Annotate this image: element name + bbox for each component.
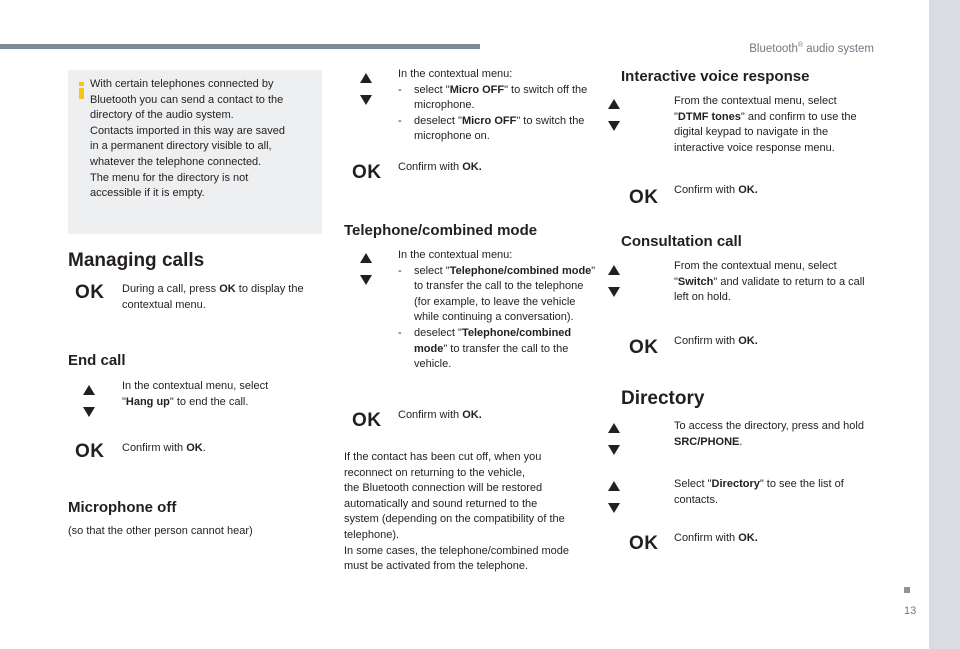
ivr-step: From the contextual menu, select "DTMF tones" and confirm to use the digital keypad to navigate in the interactive voice response menu. xyxy=(674,95,857,154)
page-header-title: Bluetooth® audio system xyxy=(749,42,874,55)
up-down-arrows-icon xyxy=(607,423,621,459)
telephone-mode-text: In the contextual menu: - select "Telephone/combined mode" to transfer the call to the telephone (for example, to leave the vehicle while continuing a conversation). - deselect "Telephone/combined mode" to transfer the call to the vehicle. xyxy=(398,249,596,371)
directory-step-2: Select "Directory" to see the list of contacts. xyxy=(674,478,844,506)
ok-button-icon: OK xyxy=(629,337,659,358)
consultation-title: Consultation call xyxy=(621,233,742,250)
up-down-arrows-icon xyxy=(607,481,621,517)
directory-title: Directory xyxy=(621,388,705,409)
end-call-confirm: Confirm with OK. xyxy=(122,442,206,454)
ivr-title: Interactive voice response xyxy=(621,68,810,85)
ok-button-icon: OK xyxy=(629,187,659,208)
ok-button-icon: OK xyxy=(75,441,105,462)
up-down-arrows-icon xyxy=(607,265,621,301)
ivr-confirm: Confirm with OK. xyxy=(674,184,758,196)
end-call-title: End call xyxy=(68,352,126,369)
ok-button-icon: OK xyxy=(352,410,382,431)
page-marker xyxy=(904,587,910,593)
up-down-arrows-icon xyxy=(359,253,373,289)
telephone-mode-title: Telephone/combined mode xyxy=(344,222,538,239)
managing-calls-title: Managing calls xyxy=(68,250,205,271)
directory-step-1: To access the directory, press and hold SRC/PHONE. xyxy=(674,420,864,448)
microphone-off-text: (so that the other person cannot hear) xyxy=(68,525,253,537)
micro-menu-text: In the contextual menu: - select "Micro OFF" to switch off the microphone. - deselect "Micro OFF" to switch the microphone on. xyxy=(398,68,588,143)
page-number: 13 xyxy=(904,605,917,617)
ok-button-icon: OK xyxy=(352,162,382,183)
up-down-arrows-icon xyxy=(607,99,621,135)
directory-confirm: Confirm with OK. xyxy=(674,532,758,544)
consultation-confirm: Confirm with OK. xyxy=(674,335,758,347)
end-call-step: In the contextual menu, select "Hang up" to end the call. xyxy=(122,380,269,408)
up-down-arrows-icon xyxy=(82,385,96,421)
info-note-text: With certain telephones connected by Bluetooth you can send a contact to the directory of the audio system. Contacts imported in this way are saved in a permanent directory visible to all, whatever the telephone connected. The menu for the directory is not accessible if it is empty. xyxy=(90,78,286,200)
ok-button-icon: OK xyxy=(629,533,659,554)
telephone-mode-note: If the contact has been cut off, when you reconnect on returning to the vehicle, the Bluetooth connection will be restored automatically and sound returned to the system (depending on the compatibility of the telephone). In some cases, the telephone/combined mode must be activated from the telephone. xyxy=(344,451,570,573)
managing-calls-text: During a call, press OK to display the contextual menu. xyxy=(122,283,304,311)
up-down-arrows-icon xyxy=(359,73,373,109)
header-rule xyxy=(0,44,480,49)
microphone-off-title: Microphone off xyxy=(68,499,177,516)
consultation-step: From the contextual menu, select "Switch" and validate to return to a call left on hold. xyxy=(674,260,865,304)
ok-button-icon: OK xyxy=(75,282,105,303)
side-strip xyxy=(929,0,960,649)
micro-menu-confirm: Confirm with OK. xyxy=(398,161,482,173)
info-icon xyxy=(78,82,86,100)
telephone-mode-confirm: Confirm with OK. xyxy=(398,409,482,421)
